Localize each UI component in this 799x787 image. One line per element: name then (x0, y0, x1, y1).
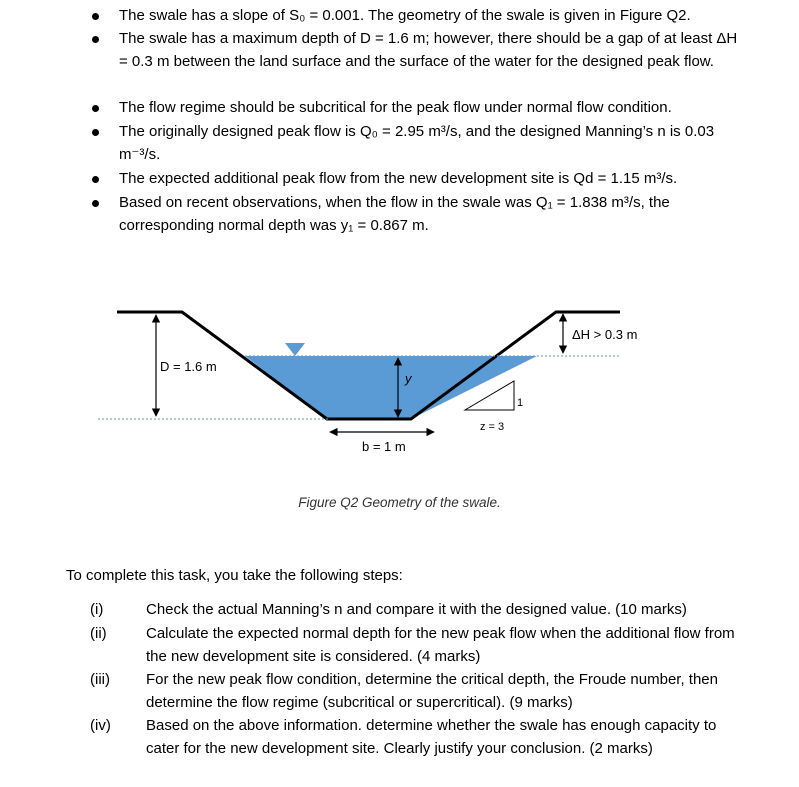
step-number: (iii) (90, 671, 110, 688)
bullet-icon (92, 13, 99, 20)
depth-label: D = 1.6 m (160, 359, 217, 374)
slope-rise-label: 1 (517, 397, 524, 409)
bullet-icon (92, 176, 99, 183)
step-number: (i) (90, 601, 104, 618)
step-text: Calculate the expected normal depth for the new peak flow when the additional flow from the new development site is considered. (4 marks) (146, 625, 735, 666)
figure-caption: Figure Q2 Geometry of the swale. (298, 495, 501, 510)
task-intro: To complete this task, you take the following steps: (66, 567, 403, 584)
step-text: Based on the above information. determine whether the swale has enough capacity to cater for the new development site. Clearly justify your conclusion. (2 marks) (146, 717, 717, 758)
slope-run-label: z = 3 (480, 421, 505, 433)
step-text: For the new peak flow condition, determine the critical depth, the Froude number, then determine the flow regime (subcritical or supercritical). (9 marks) (146, 671, 718, 712)
base-label: b = 1 m (362, 439, 406, 454)
list-item: Based on recent observations, when the flow in the swale was Q₁ = 1.838 m³/s, the corresponding normal depth was y₁ = 0.867 m. (119, 191, 739, 238)
gap-label: ΔH > 0.3 m (572, 327, 638, 342)
swale-figure (0, 290, 799, 480)
bullet-icon (92, 105, 99, 112)
list-item: The swale has a slope of S₀ = 0.001. The geometry of the swale is given in Figure Q2. (119, 4, 739, 27)
y-label: y (405, 371, 412, 386)
step-text: Check the actual Manning’s n and compare it with the designed value. (10 marks) (146, 601, 687, 618)
step-number: (iv) (90, 717, 111, 734)
list-item: The originally designed peak flow is Q₀ = 2.95 m³/s, and the designed Manning’s n is 0.03 m⁻³/s. (119, 120, 739, 167)
water-level-icon (285, 343, 305, 356)
bullet-icon (92, 36, 99, 43)
list-item: The flow regime should be subcritical for the peak flow under normal flow condition. (119, 96, 739, 119)
list-item: The swale has a maximum depth of D = 1.6 m; however, there should be a gap of at least ΔH = 0.3 m between the land surface and the surface of the water for the designed peak flow. (119, 27, 739, 74)
list-item: The expected additional peak flow from the new development site is Qd = 1.15 m³/s. (119, 167, 739, 190)
bullet-icon (92, 129, 99, 136)
bullet-icon (92, 200, 99, 207)
step-number: (ii) (90, 625, 107, 642)
